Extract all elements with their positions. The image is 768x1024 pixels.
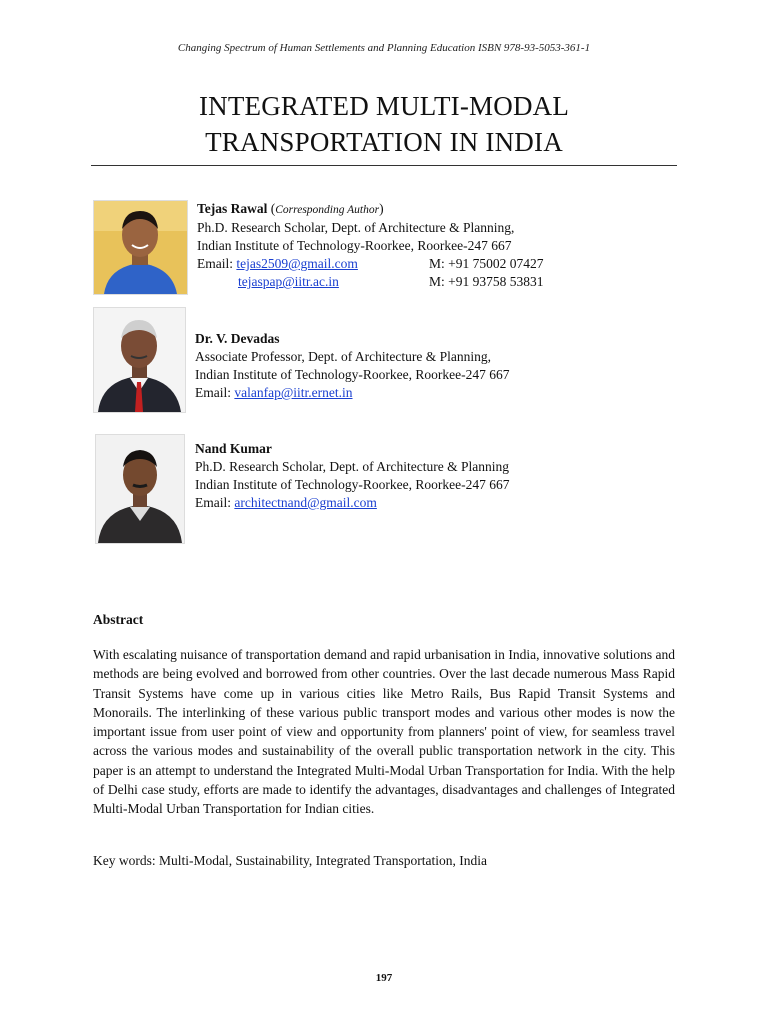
email-label: Email: [195,495,231,510]
keywords: Key words: Multi-Modal, Sustainability, Integrated Transportation, India [93,853,487,868]
paper-title [0,88,768,160]
author-block-3 [195,440,675,512]
running-header: Changing Spectrum of Human Settlements and Planning Education ISBN 978-93-5053-361-1 [177,42,591,54]
abstract-text: With escalating nuisance of transportation demand and rapid urbanisation in India, innovative solutions and methods are being evolved and borrowed from other countries. Over the last decade numerous Mass Rapid Transit Systems have come up in various cities like Metro Rails, Bus Rapid Transit Systems and Monorails. The interlinking of these various public transport modes and various other modes is now the important issue from user point of view and opportunity from planners' point of view, for seamless travel across the various modes and sustainability of the overall public transportation network in the city. This paper is an attempt to understand the Integrated Multi-Modal Urban Transportation for India. With the help of Delhi case study, efforts are made to identify the advantages, disadvantages and challenges of Integrated Multi-Modal Urban Transportation for Indian cities. [93,647,675,817]
email-label: Email: [197,256,233,271]
email-link[interactable]: valanfap@iitr.ernet.in [234,385,353,400]
email-label: Email: [195,385,231,400]
author-block-1: Tejas Rawal (Corresponding Author) Ph.D. Research Scholar, Dept. of Architecture & Planning, Indian Institute of Technology-Roorkee, Roorkee-247 667 Email: tejas2509@gmail.com M: +91 75002 07427 tejaspap@iitr.ac.in M: +91 93758 53831 [197,200,677,291]
mobile-number-secondary: M: +91 93758 53831 [429,274,544,289]
author-affiliation-2: Indian Institute of Technology-Roorkee, Roorkee-247 667 [195,477,510,492]
author-affiliation-1: Ph.D. Research Scholar, Dept. of Architecture & Planning, [197,220,515,235]
email-link-secondary[interactable]: tejaspap@iitr.ac.in [238,274,339,289]
abstract-heading: Abstract [93,612,144,627]
page-number: 197 [375,972,393,984]
author-name: Tejas Rawal [197,201,268,216]
author-block-2 [195,330,675,402]
title-line-1: INTEGRATED MULTI-MODAL [198,91,570,121]
author-photo-tejas-rawal [93,200,188,295]
author-name: Dr. V. Devadas [195,331,280,346]
email-link[interactable]: architectnand@gmail.com [234,495,377,510]
author-photo-nand-kumar [95,434,185,544]
author-affiliation-2: Indian Institute of Technology-Roorkee, Roorkee-247 667 [197,238,512,253]
author-name: Nand Kumar [195,441,272,456]
author-photo-v-devadas [93,307,186,413]
title-line-2: TRANSPORTATION IN INDIA [205,127,563,157]
author-role: Corresponding Author [275,204,380,216]
title-divider [91,165,677,166]
mobile-number: M: +91 75002 07427 [429,256,544,271]
email-link[interactable]: tejas2509@gmail.com [236,256,358,271]
author-affiliation-1: Associate Professor, Dept. of Architecture & Planning, [195,349,492,364]
author-affiliation-1: Ph.D. Research Scholar, Dept. of Architecture & Planning [195,459,510,474]
author-affiliation-2: Indian Institute of Technology-Roorkee, Roorkee-247 667 [195,367,510,382]
